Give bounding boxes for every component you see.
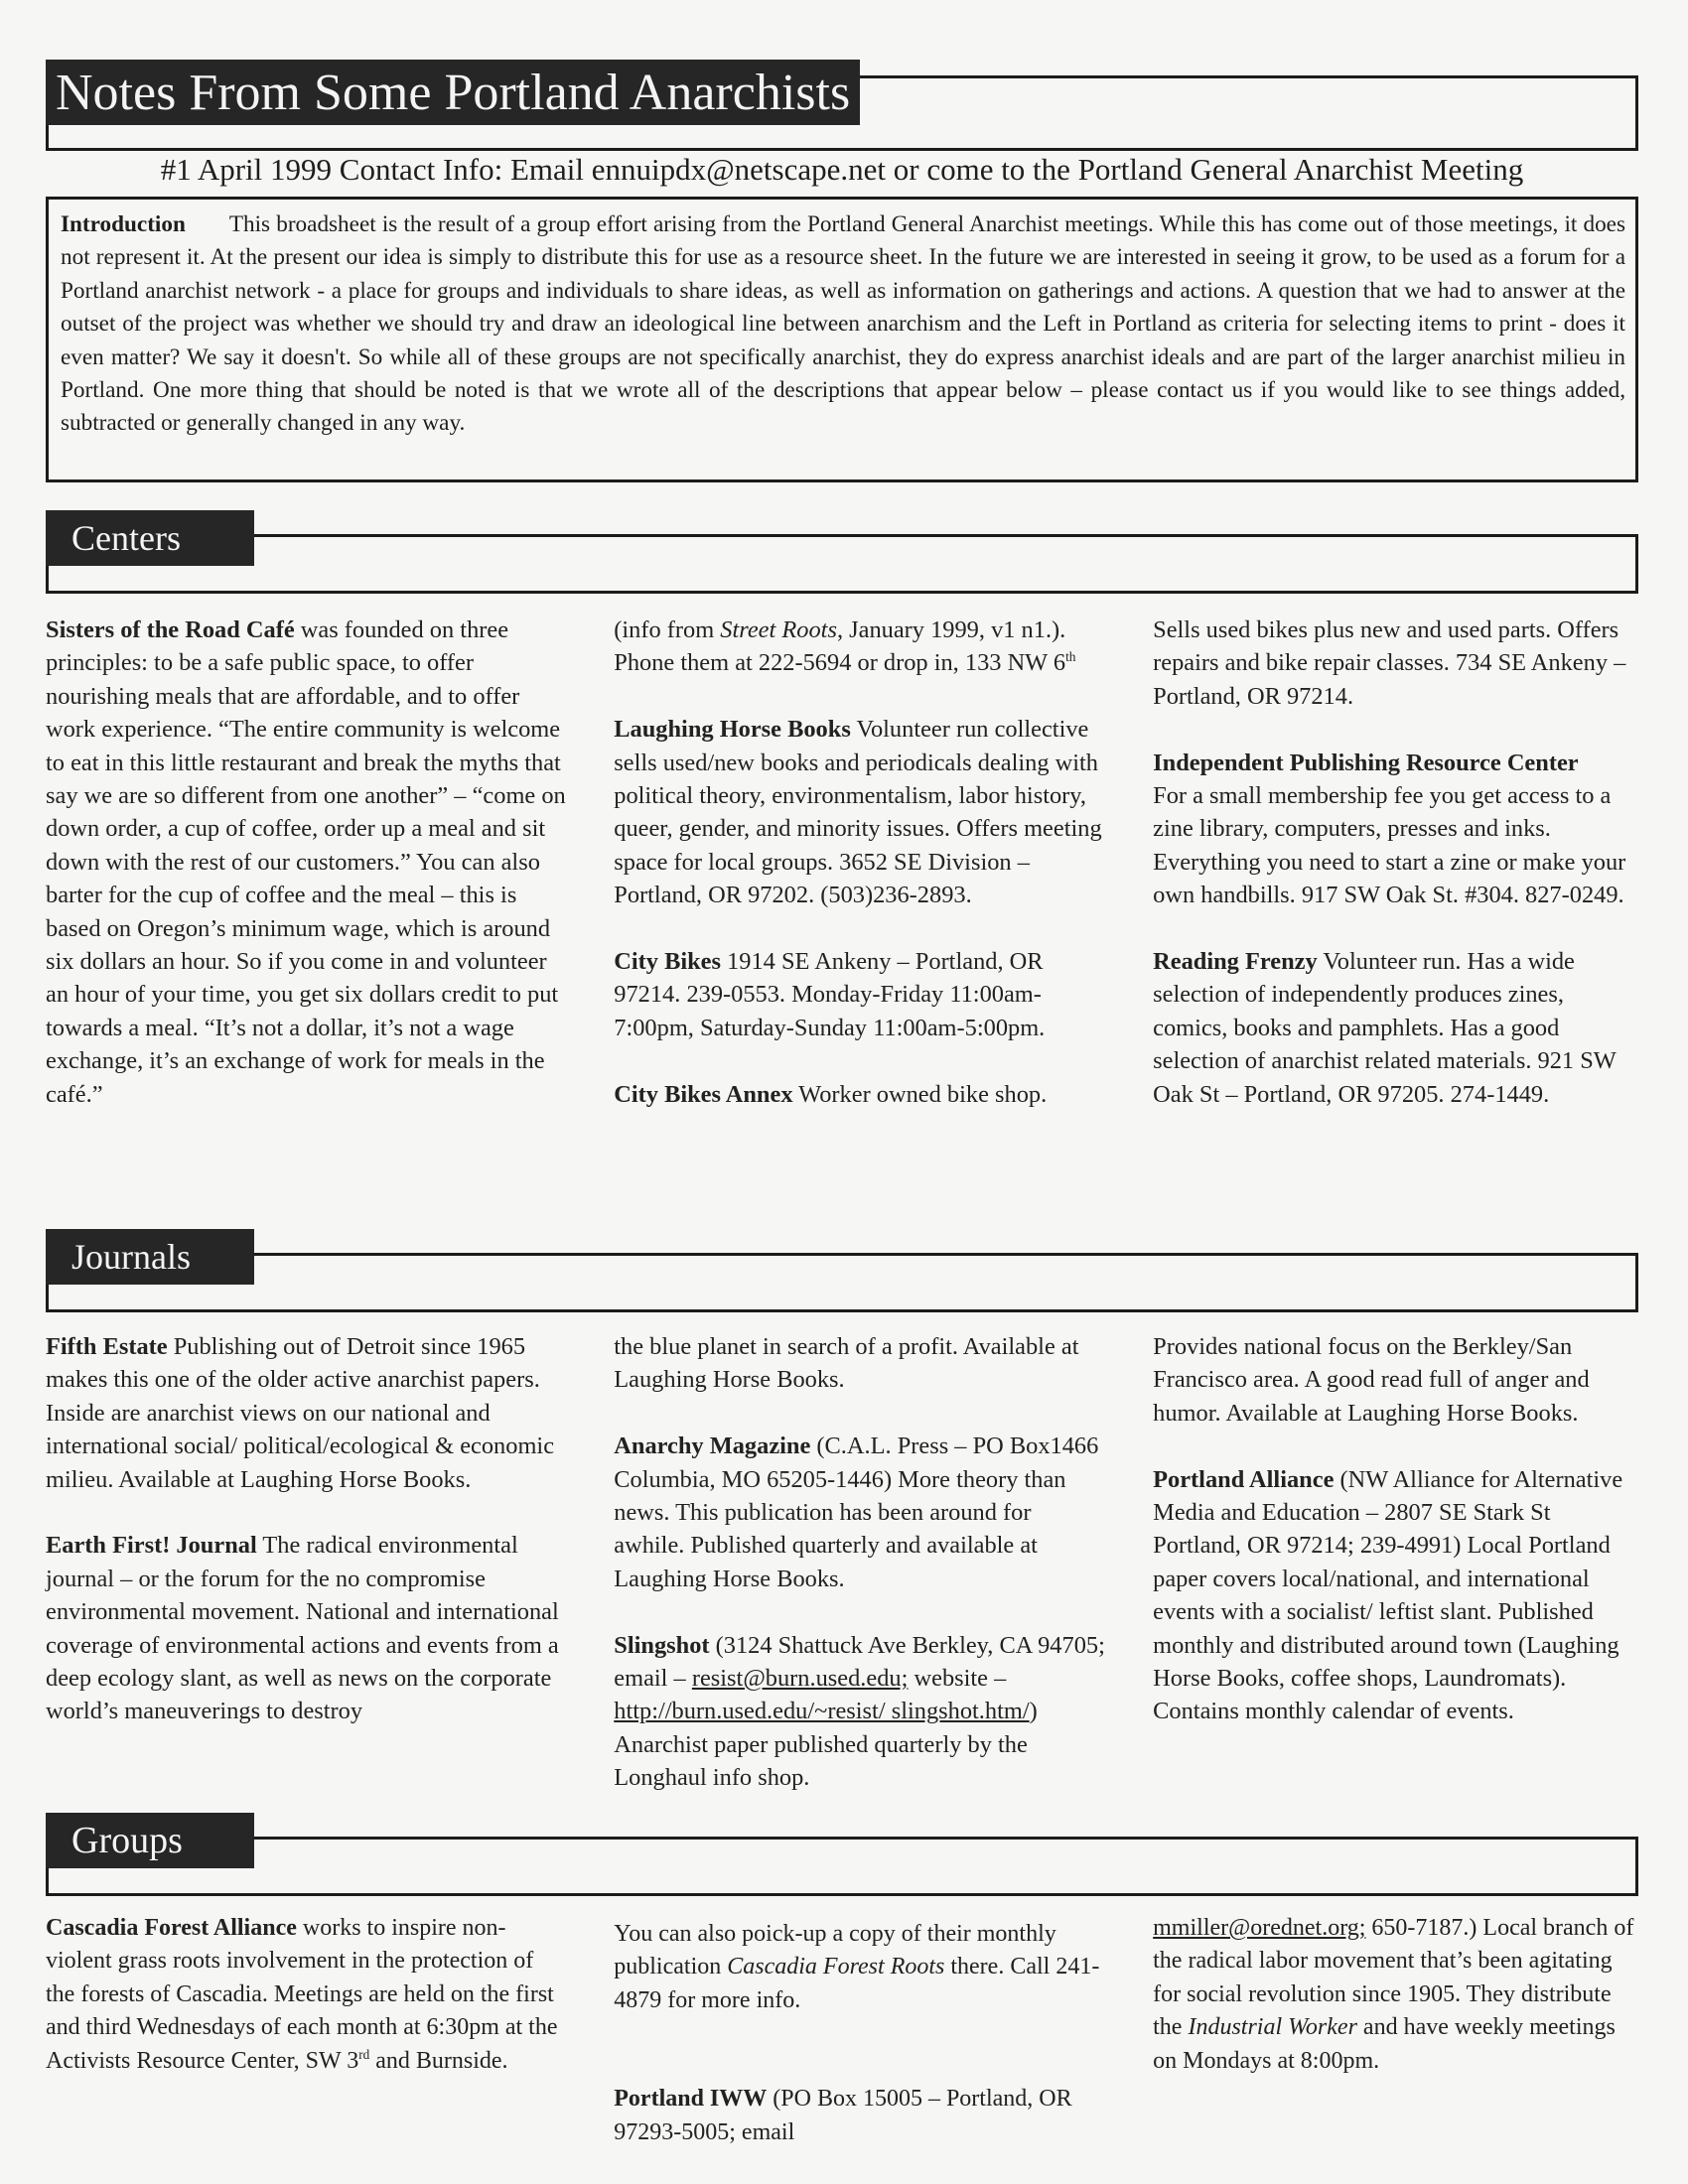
centers-columns [46, 614, 1644, 1111]
section-frame [46, 1253, 1638, 1312]
entry-fifth-estate [46, 1330, 566, 1496]
website-link[interactable]: http://burn.used.edu/~resist/ slingshot.htm/ [614, 1698, 1030, 1725]
entry-earth-first-continued: the blue planet in search of a profit. Available at Laughing Horse Books. [614, 1333, 1079, 1394]
entry-iprc [1153, 747, 1644, 912]
entry-anarchy-magazine [614, 1430, 1105, 1595]
masthead [46, 60, 1638, 151]
entry-text: 1914 SE Ankeny – Portland, OR 97214. 239-0553. Monday-Friday 11:00am-7:00pm, Saturday-Sunday 11:00am-5:00pm. [614, 948, 1046, 1041]
entry-name: Anarchy Magazine [614, 1433, 811, 1460]
entry-text: works to inspire non-violent grass roots involvement in the protection of the forests of Cascadia. Meetings are held on the first and third Wednesdays of each month at 6:30pm at the Activists Resource Center, SW 3 [46, 1915, 558, 2074]
section-heading-groups: Groups [46, 1813, 254, 1868]
column-2 [614, 614, 1105, 1111]
entry-text: ) Anarchist paper published quarterly by the Longhaul info shop. [614, 1698, 1038, 1792]
entry-city-bikes [614, 945, 1105, 1044]
entry-text: (NW Alliance for Alternative Media and Education – 2807 SE Stark St Portland, OR 97214; 239-4991) Local Portland paper covers local/national, and international events with a socialist/ leftist slant. Published monthly and distributed around town (Laughing Horse Books, coffee shops, Laundromats). Contains monthly calendar of events. [1153, 1465, 1623, 1725]
entry-text: Volunteer run. Has a wide selection of independently produces zines, comics, books and pamphlets. Has a good selection of anarchist related materials. 921 SW Oak St – Portland, OR 97205. 274-1449. [1153, 948, 1617, 1108]
column-3 [1153, 1912, 1644, 2149]
entry-sisters-of-the-road [46, 614, 566, 1111]
entry-name: Laughing Horse Books [614, 716, 851, 744]
entry-text: and have weekly meetings on Mondays at 8:00pm. [1153, 2014, 1616, 2074]
entry-sisters-continued [614, 614, 1105, 680]
entry-portland-alliance [1153, 1463, 1644, 1728]
column-1 [46, 1330, 566, 1795]
entry-text: (3124 Shattuck Ave Berkley, CA 94705; email – [614, 1631, 1105, 1693]
email-link[interactable]: resist@burn.used.edu; [691, 1665, 909, 1693]
entry-laughing-horse-books [614, 713, 1105, 911]
introduction-text: This broadsheet is the result of a group effort arising from the Portland General Anarchist meetings. While this has come out of those meetings, it does not represent it. At the present our idea is simply to distribute this for use as a resource sheet. In the future we are interested in seeing it grow, to be used as a forum for a Portland anarchist network - a place for groups and individuals to share ideas, as well as information on gatherings and actions. A question that we had to answer at the outset of the project was whether we should try and draw an ideological line between anarchism and the Left in Portland as criteria for selecting items to print - does it even matter? We say it doesn't. So while all of these groups are not specifically anarchist, they do express anarchist ideals and are part of the larger anarchist milieu in Portland. One more thing that should be noted is that we wrote all of the descriptions that appear below – please contact us if you would like to see things added, subtracted or generally changed in any way. [61, 211, 1625, 437]
introduction-box [46, 197, 1638, 482]
email-link[interactable]: mmiller@orednet.org; [1153, 1915, 1366, 1941]
section-frame [46, 534, 1638, 594]
introduction-label: Introduction [61, 211, 186, 237]
entry-text: was founded on three principles: to be a safe public space, to offer nourishing meals that are affordable, and to offer work experience. “The entire community is welcome to eat in this little restaurant and break the myths that say we are so different from one another” – “come on down order, a cup of coffee, order up a meal and sit down with the rest of our customers.” You can also barter for the cup of coffee and the meal – this is based on Oregon’s minimum wage, which is around six dollars an hour. So if you come in and volunteer an hour of your time, you get six dollars credit to put towards a meal. “It’s not a dollar, it’s not a wage exchange, it’s an exchange of work for meals in the café.” [46, 616, 566, 1108]
entry-text: (C.A.L. Press – PO Box1466 Columbia, MO 65205-1446) More theory than news. This publication has been around for awhile. Published quarterly and available at Laughing Horse Books. [614, 1433, 1099, 1592]
section-banner-centers [46, 510, 1638, 594]
groups-columns [46, 1912, 1644, 2149]
entry-portland-iww-continued [1153, 1912, 1644, 2078]
entry-text: The radical environmental journal – or the forum for the no compromise environmental movement. National and international coverage of environmental actions and events from a deep ecology slant, as well as news on the corporate world’s maneuverings to destroy [46, 1532, 559, 1725]
ordinal-suffix: th [1065, 649, 1076, 665]
entry-slingshot-continued: Provides national focus on the Berkley/San Francisco area. A good read full of anger and humor. Available at Laughing Horse Books. [1153, 1333, 1590, 1427]
entry-name: Slingshot [614, 1631, 710, 1659]
ordinal-suffix: rd [358, 2046, 370, 2062]
column-3 [1153, 614, 1644, 1111]
masthead-title: Notes From Some Portland Anarchists [46, 60, 860, 125]
entry-text: website – [908, 1665, 1007, 1693]
entry-name: City Bikes [614, 948, 721, 976]
column-2 [614, 1330, 1105, 1795]
entry-text: (PO Box 15005 – Portland, OR 97293-5005; email [614, 2086, 1072, 2145]
entry-text: , January 1999, v1 n1.). Phone them at 222-5694 or drop in, 133 NW 6 [614, 616, 1066, 677]
entry-text: You can also poick-up a copy of their monthly publication [614, 1921, 1056, 1980]
entry-slingshot [614, 1629, 1105, 1795]
entry-cascadia-continued [614, 1918, 1105, 2017]
entry-name: Fifth Estate [46, 1333, 168, 1360]
entry-reading-frenzy [1153, 945, 1644, 1111]
entry-text: Publishing out of Detroit since 1965 makes this one of the older active anarchist papers. Inside are anarchist views on our national and international social/ political/ecological & economic milieu. Available at Laughing Horse Books. [46, 1333, 555, 1493]
section-heading-journals: Journals [46, 1229, 254, 1285]
issue-contact-line: #1 April 1999 Contact Info: Email ennuipdx@netscape.net or come to the Portland General Anarchist Meeting [160, 152, 1524, 187]
section-banner-groups [46, 1813, 1638, 1896]
entry-text: and Burnside. [369, 2047, 508, 2074]
entry-name: Independent Publishing Resource Center [1153, 749, 1579, 776]
column-1 [46, 1912, 566, 2149]
entry-text: there. Call 241-4879 for more info. [614, 1954, 1100, 2013]
entry-text: Volunteer run collective sells used/new books and periodicals dealing with political theory, environmentalism, labor history, queer, gender, and minority issues. Offers meeting space for local groups. 3652 SE Division – Portland, OR 97202. (503)236-2893. [614, 716, 1102, 909]
entry-name: Cascadia Forest Alliance [46, 1915, 297, 1941]
section-frame [46, 1837, 1638, 1896]
publication-title: Industrial Worker [1188, 2014, 1357, 2041]
entry-cascadia-forest-alliance [46, 1912, 566, 2078]
entry-text: Worker owned bike shop. [792, 1080, 1048, 1108]
entry-city-bikes-annex [614, 1078, 1105, 1111]
section-heading-centers: Centers [46, 510, 254, 566]
entry-name: City Bikes Annex [614, 1080, 793, 1108]
section-banner-journals [46, 1229, 1638, 1312]
entry-text: (info from [614, 616, 721, 643]
entry-name: Reading Frenzy [1153, 948, 1318, 976]
entry-name: Earth First! Journal [46, 1532, 257, 1560]
entry-name: Portland IWW [614, 2086, 768, 2113]
column-1 [46, 614, 566, 1111]
entry-city-bikes-annex-continued: Sells used bikes plus new and used parts. Offers repairs and bike repair classes. 734 SE Ankeny – Portland, OR 97214. [1153, 616, 1626, 710]
entry-name: Portland Alliance [1153, 1465, 1335, 1493]
entry-portland-iww [614, 2083, 1105, 2149]
entry-name: Sisters of the Road Café [46, 616, 295, 643]
column-3 [1153, 1330, 1644, 1795]
publication-title: Cascadia Forest Roots [727, 1954, 945, 1980]
entry-text: 650-7187.) Local branch of the radical labor movement that’s been agitating for social revolution since 1905. They distribute the [1153, 1915, 1634, 2041]
journals-columns [46, 1330, 1644, 1795]
entry-text: For a small membership fee you get access to a zine library, computers, presses and inks. Everything you need to start a zine or make your own handbills. 917 SW Oak St. #304. 827-0249. [1153, 782, 1626, 909]
column-2 [614, 1912, 1105, 2149]
source-title: Street Roots [720, 616, 837, 643]
entry-earth-first-journal [46, 1529, 566, 1727]
